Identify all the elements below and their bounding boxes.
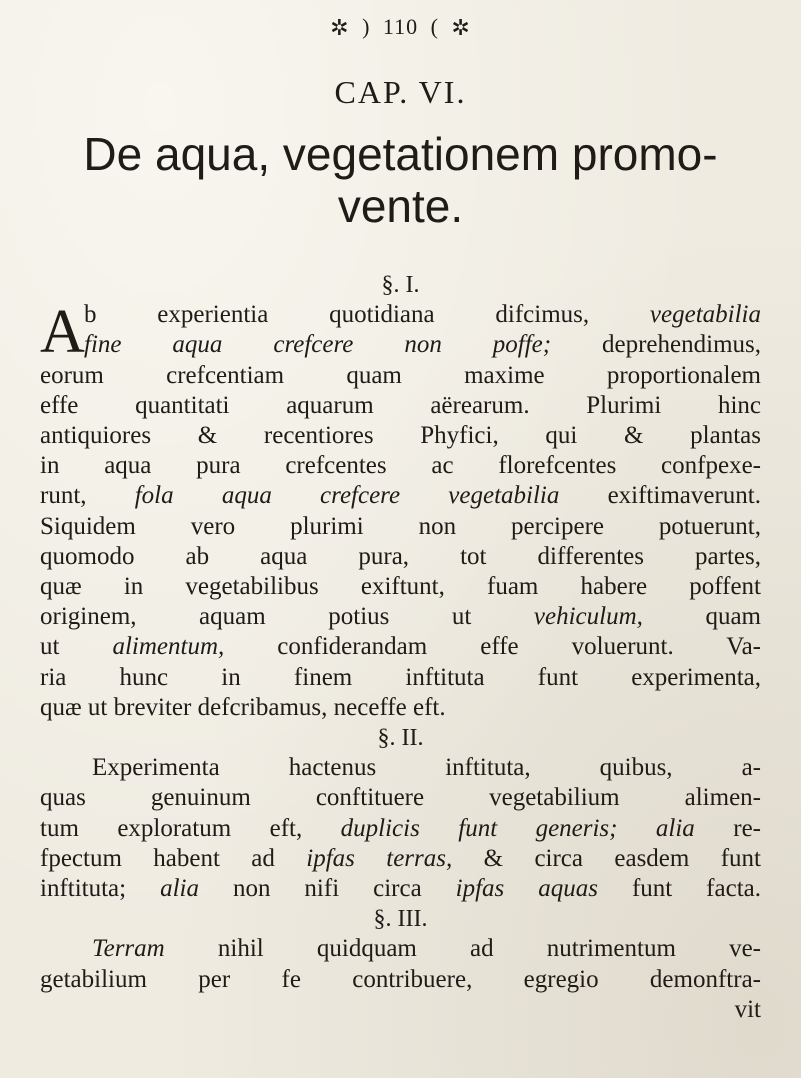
text-line: quæ in vegetabilibus exiftunt, fuam habere poffent	[40, 573, 761, 601]
text-line: Siquidem vero plurimi non percipere potuerunt,	[40, 512, 761, 540]
running-header: ✲ ) 110 ( ✲	[330, 14, 471, 40]
text-line: eorum crefcentiam quam maxime proportionalem	[40, 361, 761, 389]
text-line: quomodo ab aqua pura, tot differentes partes,	[40, 542, 761, 570]
section-2-paragraph	[40, 753, 761, 904]
chapter-title-line-2: vente.	[337, 180, 464, 232]
section-3-paragraph	[40, 934, 761, 1025]
chapter-heading: CAP. VI.	[334, 74, 467, 110]
text-line: antiquiores & recentiores Phyfici, qui & plantas	[40, 422, 761, 450]
page-number: 110	[382, 14, 419, 39]
text-line: b experientia quotidiana difcimus, vegetabilia	[84, 301, 761, 329]
section-mark-1: §. I.	[381, 272, 420, 298]
drop-cap: A	[40, 298, 85, 367]
text-line: quas genuinum conftituere vegetabilium alimen-	[40, 784, 761, 812]
text-line: tum exploratum eft, duplicis funt generis; alia re-	[40, 814, 761, 842]
text-line: originem, aquam potius ut vehiculum, quam	[40, 603, 761, 631]
section-1-paragraph	[40, 300, 761, 723]
text-line: ut alimentum, confiderandam effe voluerunt. Va-	[40, 633, 761, 661]
text-line: in aqua pura crefcentes ac florefcentes confpexe-	[40, 452, 761, 480]
text-line: Experimenta hactenus inftituta, quibus, a-	[92, 754, 761, 782]
section-mark-2: §. II.	[377, 725, 424, 752]
text-line: inftituta; alia non nifi circa ipfas aquas funt facta.	[40, 875, 761, 903]
text-line: effe quantitati aquarum aërearum. Plurimi hinc	[40, 391, 761, 419]
text-line: runt, fola aqua crefcere vegetabilia exiftimaverunt.	[40, 482, 761, 510]
catchword: vit	[734, 995, 761, 1023]
text-line: ria hunc in finem inftituta funt experimenta,	[40, 663, 761, 691]
chapter-title-line-1: De aqua, vegetationem promo-	[83, 128, 718, 180]
ornament-left-icon: ✲	[330, 15, 350, 40]
section-mark-3: §. III.	[373, 906, 428, 933]
text-line: getabilium per fe contribuere, egregio demonftra-	[40, 965, 761, 993]
ornament-right-icon: ✲	[451, 15, 471, 40]
body-text	[40, 270, 761, 1025]
text-line: Terram nihil quidquam ad nutrimentum ve-	[92, 935, 761, 963]
text-line: quæ ut breviter defcribamus, neceffe eft.	[40, 693, 446, 721]
chapter-title	[0, 128, 801, 232]
text-line: fine aqua crefcere non poffe; deprehendimus,	[84, 331, 761, 359]
text-line: fpectum habent ad ipfas terras, & circa easdem funt	[40, 844, 761, 872]
